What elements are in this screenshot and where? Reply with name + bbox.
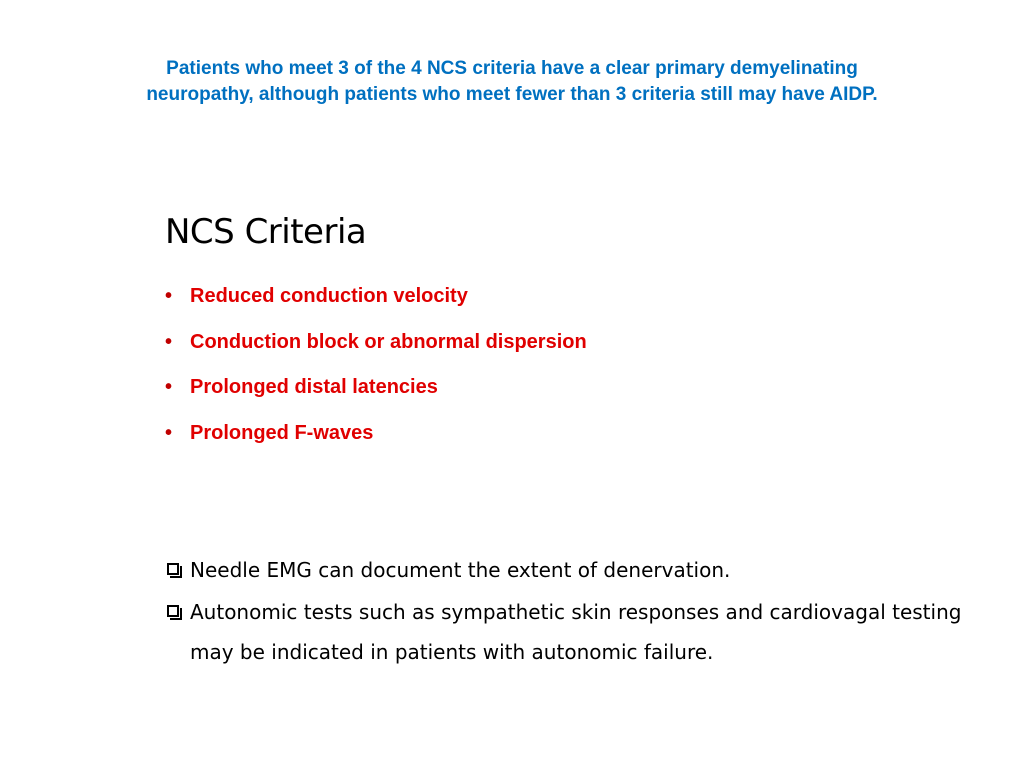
section-title: NCS Criteria: [165, 212, 367, 252]
criteria-label: Conduction block or abnormal dispersion: [190, 330, 587, 353]
criteria-item: [165, 278, 587, 324]
checkbox-icon: [165, 550, 190, 590]
criteria-label: Reduced conduction velocity: [190, 285, 468, 307]
note-item: [165, 550, 965, 590]
criteria-label: Prolonged distal latencies: [190, 376, 438, 398]
criteria-item: [165, 324, 587, 370]
criteria-item: [165, 369, 587, 415]
note-text: Needle EMG can document the extent of denervation.: [190, 558, 731, 582]
bullet-icon: •: [165, 330, 173, 353]
bullet-icon: •: [165, 421, 173, 444]
bullet-icon: •: [165, 376, 173, 398]
bullet-icon: •: [165, 285, 173, 307]
criteria-item: [165, 415, 587, 461]
note-text: Autonomic tests such as sympathetic skin responses and cardiovagal testing may be indicated in patients with autonomic failure.: [190, 600, 962, 664]
header-note: [40, 56, 984, 108]
note-item: [165, 592, 965, 672]
criteria-label: Prolonged F-waves: [190, 421, 374, 444]
criteria-list: [165, 278, 587, 460]
header-note-line-1: Patients who meet 3 of the 4 NCS criteria have a clear primary demyelinating: [166, 58, 858, 79]
notes-list: [165, 550, 965, 672]
header-note-line-2: neuropathy, although patients who meet fewer than 3 criteria still may have AIDP.: [146, 84, 878, 105]
checkbox-icon: [165, 592, 190, 632]
